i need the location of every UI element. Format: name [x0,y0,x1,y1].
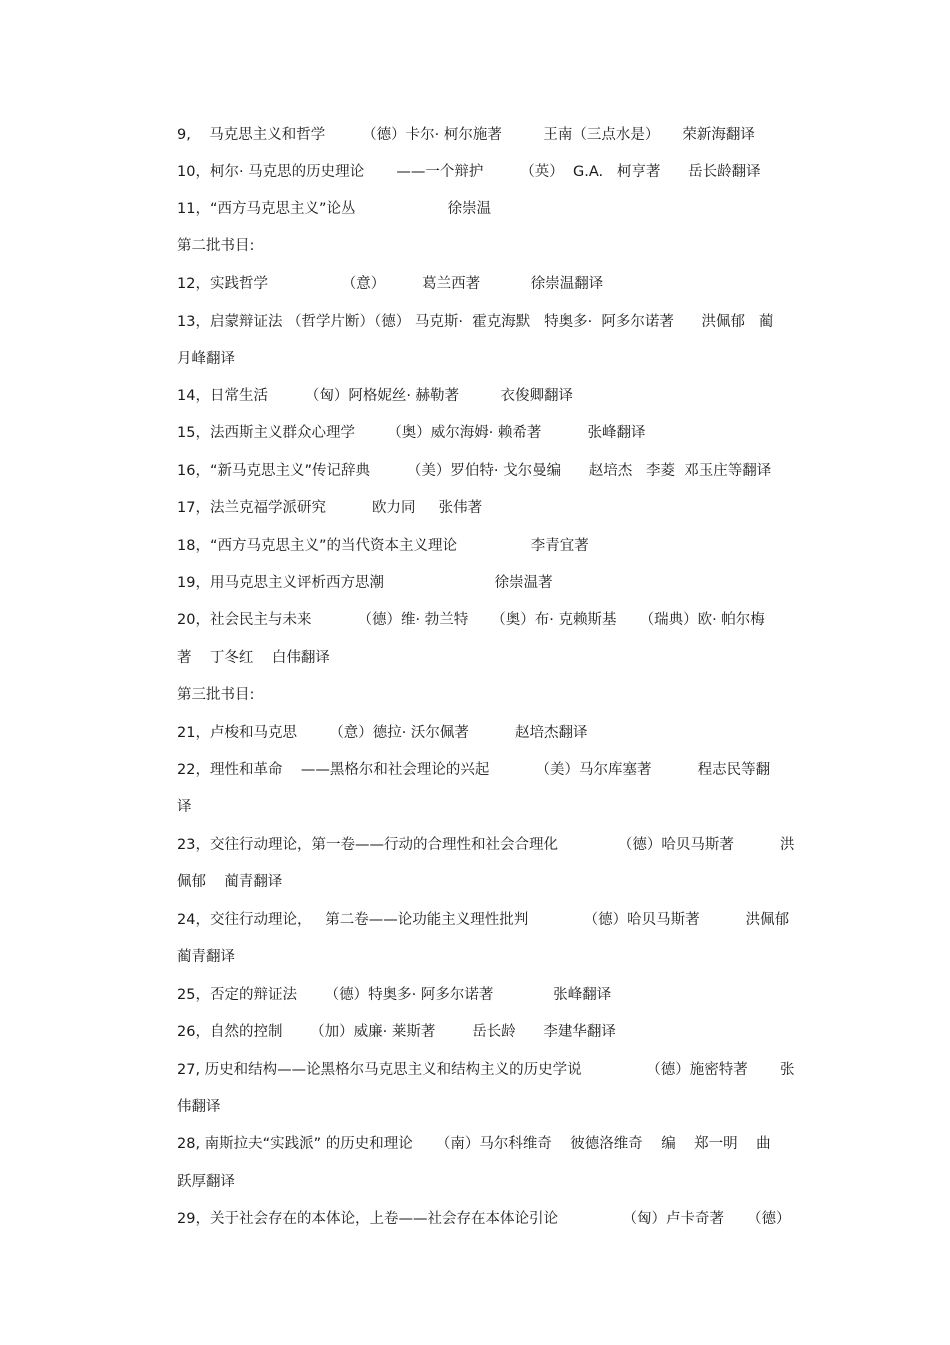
text-line: 12，实践哲学 （意） 葛兰西著 徐崇温翻译 [177,276,604,292]
section-heading: 第二批书目: [177,238,255,254]
text-line: 28, 南斯拉夫“实践派” 的历史和理论 （南）马尔科维奇 彼德洛维奇 编 郑一明 曲 [177,1136,771,1152]
text-line: 佩郁 蔺青翻译 [177,874,283,890]
text-line: 22，理性和革命 ——黑格尔和社会理论的兴起 （美）马尔库塞著 程志民等翻 [177,762,771,778]
text-line: 14，日常生活 （匈）阿格妮丝· 赫勒著 衣俊卿翻译 [177,388,574,404]
text-line: 17，法兰克福学派研究 欧力同 张伟著 [177,500,483,516]
text-line: 23，交往行动理论，第一卷——行动的合理性和社会合理化 （德）哈贝马斯著 洪 [177,837,795,853]
text-line: 26，自然的控制 （加）威廉· 莱斯著 岳长龄 李建华翻译 [177,1024,616,1040]
text-line: 13，启蒙辩证法 （哲学片断）（德） 马克斯· 霍克海默 特奥多· 阿多尔诺著 洪佩郁 蔺 [177,314,774,330]
text-line: 25，否定的辩证法 （德）特奥多· 阿多尔诺著 张峰翻译 [177,987,612,1003]
text-line: 著 丁冬红 白伟翻译 [177,650,330,666]
text-line: 11，“西方马克思主义”论丛 徐崇温 [177,201,492,217]
text-line: 译 [177,799,192,815]
text-line: 18，“西方马克思主义”的当代资本主义理论 李青宜著 [177,538,589,554]
text-line: 跃厚翻译 [177,1174,235,1190]
text-line: 9, 马克思主义和哲学 （德）卡尔· 柯尔施著 王南（三点水是） 荣新海翻译 [177,127,755,143]
text-line: 10，柯尔· 马克思的历史理论 ——一个辩护 （英） G.A. 柯亨著 岳长龄翻译 [177,164,761,180]
section-heading: 第三批书目: [177,687,255,703]
text-line: 27, 历史和结构——论黑格尔马克思主义和结构主义的历史学说 （德）施密特著 张 [177,1062,795,1078]
text-line: 21，卢梭和马克思 （意）德拉· 沃尔佩著 赵培杰翻译 [177,725,588,741]
text-line: 24，交往行动理论， 第二卷——论功能主义理性批判 （德）哈贝马斯著 洪佩郁 [177,912,790,928]
text-line: 29，关于社会存在的本体论，上卷——社会存在本体论引论 （匈）卢卡奇著 （德） [177,1211,791,1227]
text-line: 15，法西斯主义群众心理学 （奥）威尔海姆· 赖希著 张峰翻译 [177,425,646,441]
text-line: 16，“新马克思主义”传记辞典 （美）罗伯特· 戈尔曼编 赵培杰 李菱 邓玉庄等翻译 [177,463,772,479]
text-line: 伟翻译 [177,1099,221,1115]
text-line: 蔺青翻译 [177,949,235,965]
text-line: 月峰翻译 [177,351,235,367]
text-line: 20，社会民主与未来 （德）维· 勃兰特 （奥）布· 克赖斯基 （瑞典）欧· 帕尔梅 [177,612,765,628]
text-line: 19，用马克思主义评析西方思潮 徐崇温著 [177,575,553,591]
